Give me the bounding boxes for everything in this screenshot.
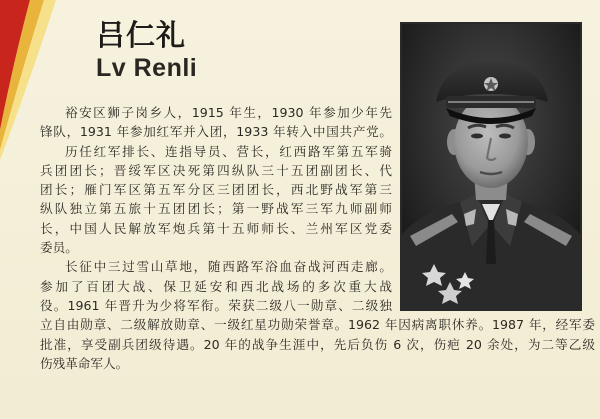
bio-line: 委员。 xyxy=(40,240,78,256)
bio-line: 团长；雁门军区第五军分区三团团长，西北野战军第三 xyxy=(40,182,392,198)
bio-line: 锋队，1931 年参加红军并入团，1933 年转入中国共产党。 xyxy=(40,124,392,140)
bio-line: 长，中国人民解放军炮兵第十五师师长、兰州军区党委 xyxy=(40,220,392,236)
eye-left xyxy=(471,134,483,139)
page-title-english: Lv Renli xyxy=(96,54,198,82)
eye-right xyxy=(499,134,511,139)
bio-line: 兵团团长；晋绥军区决死第四纵队三十五团副团长、代 xyxy=(40,162,392,178)
portrait-photo xyxy=(400,22,582,311)
bio-line: 立自由勋章、二级解放勋章、一级红星功勋荣誉章。1962 年因病离职休养。1987 年，经军委 xyxy=(40,317,595,333)
bio-line: 批准，享受副兵团级待遇。20 年的战争生涯中，先后负伤 6 次，伤疤 20 余处，为二等乙级 xyxy=(40,336,595,352)
bio-line: 纵队独立第五旅十五团团长；第一野战军三军九师副师 xyxy=(40,201,392,217)
portrait-illustration xyxy=(402,24,580,309)
page-title-chinese: 吕仁礼 xyxy=(96,18,187,52)
bio-line: 役。1961 年晋升为少将军衔。荣获二级八一勋章、二级独 xyxy=(40,297,392,313)
bio-line: 裕安区狮子岗乡人，1915 年生，1930 年参加少年先 xyxy=(65,105,392,120)
bio-line: 历任红军排长、连指导员、营长，红西路军第五军骑 xyxy=(65,143,392,159)
bio-line: 长征中三过雪山草地，随西路军浴血奋战河西走廊。 xyxy=(65,259,392,275)
bio-line: 参加了百团大战、保卫延安和西北战场的多次重大战 xyxy=(40,278,392,294)
bio-line: 伤残革命军人。 xyxy=(40,355,129,371)
